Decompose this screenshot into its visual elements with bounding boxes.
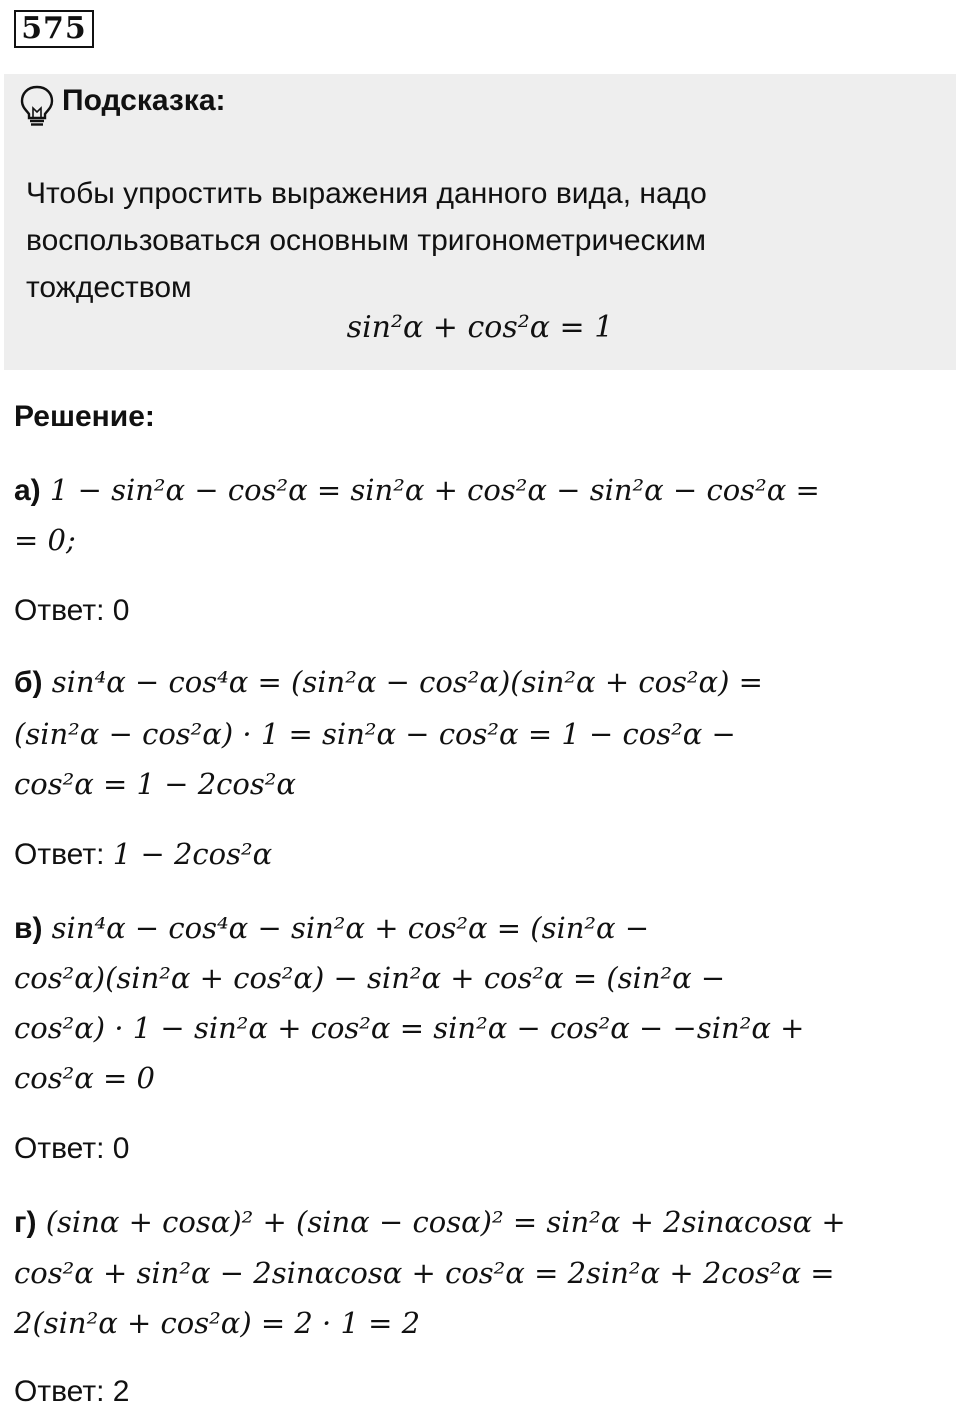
part-g-line: cos²α + sin²α − 2sinαcosα + cos²α = 2sin²α + 2cos²α =: [14, 1256, 835, 1290]
part-b-line: (sin²α − cos²α) · 1 = sin²α − cos²α = 1 − cos²α −: [14, 717, 736, 751]
answer-value: 2: [112, 1375, 130, 1408]
answer-value: 1 − 2cos²α: [112, 837, 273, 871]
part-b-label: б): [14, 666, 43, 699]
solution-heading: Решение:: [14, 400, 155, 433]
part-v-line: cos²α) · 1 − sin²α + cos²α = sin²α − cos²α − −sin²α +: [14, 1011, 805, 1045]
part-g-answer: [14, 1372, 129, 1412]
hint-formula: sin²α + cos²α = 1: [346, 310, 614, 345]
part-a-expr: 1 − sin²α − cos²α = sin²α + cos²α − sin²α − cos²α =: [49, 473, 820, 507]
part-b-line: [14, 662, 763, 703]
lightbulb-icon: [18, 84, 56, 128]
answer-label: Ответ:: [14, 838, 113, 871]
part-a-line: = 0;: [14, 523, 76, 557]
answer-label: Ответ:: [14, 1375, 113, 1408]
part-b-expr: sin⁴α − cos⁴α = (sin²α − cos²α)(sin²α + cos²α) =: [51, 665, 763, 699]
answer-label: Ответ:: [14, 594, 113, 627]
hint-line: тождеством: [26, 271, 192, 304]
part-v-answer: [14, 1129, 129, 1169]
part-b-line: cos²α = 1 − 2cos²α: [14, 767, 296, 801]
part-b-answer: [14, 834, 272, 875]
part-g-expr: (sinα + cosα)² + (sinα − cosα)² = sin²α + 2sinαcosα +: [45, 1205, 846, 1239]
answer-label: Ответ:: [14, 1132, 113, 1165]
problem-number: 575: [14, 10, 94, 48]
part-g-line: [14, 1202, 846, 1243]
part-v-expr: sin⁴α − cos⁴α − sin²α + cos²α = (sin²α −: [51, 911, 650, 945]
answer-value: 0: [112, 594, 130, 627]
part-a-label: а): [14, 474, 41, 507]
answer-value: 0: [112, 1132, 130, 1165]
part-v-label: в): [14, 912, 43, 945]
part-g-line: 2(sin²α + cos²α) = 2 · 1 = 2: [14, 1306, 421, 1340]
hint-title: Подсказка:: [62, 84, 226, 117]
part-g-label: г): [14, 1206, 37, 1239]
part-v-line: cos²α)(sin²α + cos²α) − sin²α + cos²α = (sin²α −: [14, 961, 726, 995]
part-v-line: cos²α = 0: [14, 1061, 155, 1095]
part-v-line: [14, 908, 649, 949]
part-a-answer: [14, 591, 129, 631]
hint-line: Чтобы упростить выражения данного вида, надо: [26, 177, 707, 210]
part-a-line: [14, 470, 820, 511]
hint-box: [4, 74, 956, 370]
hint-line: воспользоваться основным тригонометрическим: [26, 224, 707, 257]
hint-text: [26, 170, 926, 311]
